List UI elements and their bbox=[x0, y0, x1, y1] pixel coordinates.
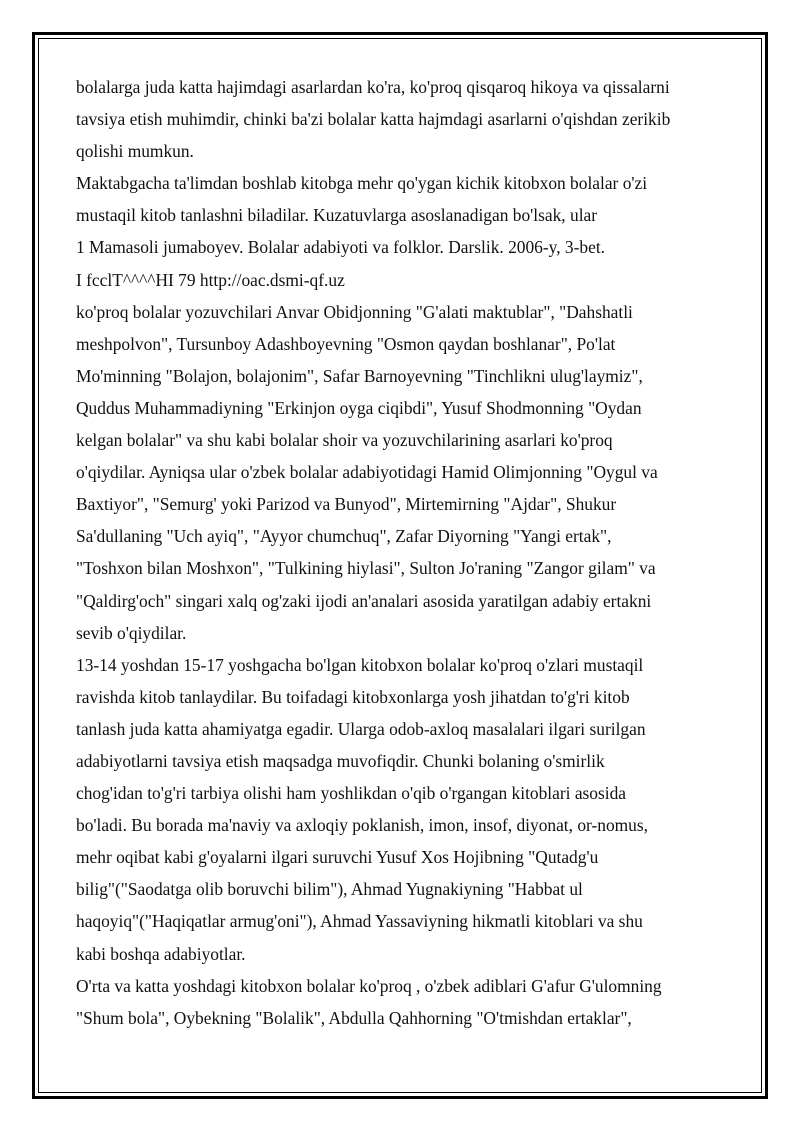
text-line: mustaqil kitob tanlashni biladilar. Kuzatuvlarga asoslanadigan bo'lsak, ular bbox=[76, 205, 598, 226]
text-line: o'qiydilar. Ayniqsa ular o'zbek bolalar adabiyotidagi Hamid Olimjonning "Oygul va bbox=[76, 462, 658, 483]
text-line: kelgan bolalar" va shu kabi bolalar shoir va yozuvchilarining asarlari ko'proq bbox=[76, 430, 613, 451]
text-line: "Qaldirg'och" singari xalq og'zaki ijodi an'analari asosida yaratilgan adabiy ertakni bbox=[76, 590, 652, 611]
document-body bbox=[76, 71, 724, 1034]
text-line: meshpolvon", Tursunboy Adashboyevning "Osmon qaydan boshlanar", Po'lat bbox=[76, 333, 616, 354]
text-line: bolalarga juda katta hajimdagi asarlardan ko'ra, ko'proq qisqaroq hikoya va qissalarni bbox=[76, 77, 670, 97]
footer-line: I fcclT^^^^HI 79 http://oac.dsmi-qf.uz bbox=[76, 269, 345, 290]
text-line: O'rta va katta yoshdagi kitobxon bolalar ko'proq , o'zbek adiblari G'afur G'ulomning bbox=[76, 975, 662, 996]
text-line: bilig"("Saodatga olib boruvchi bilim"), Ahmad Yugnakiyning "Habbat ul bbox=[76, 879, 583, 900]
text-line: mehr oqibat kabi g'oyalarni ilgari suruvchi Yusuf Xos Hojibning "Qutadg'u bbox=[76, 847, 599, 868]
text-line: Maktabgacha ta'limdan boshlab kitobga mehr qo'ygan kichik kitobxon bolalar o'zi bbox=[76, 173, 648, 194]
text-line: 13-14 yoshdan 15-17 yoshgacha bo'lgan kitobxon bolalar ko'proq o'zlari mustaqil bbox=[76, 654, 644, 675]
text-line: qolishi mumkun. bbox=[76, 141, 194, 162]
text-line: kabi boshqa adabiyotlar. bbox=[76, 943, 246, 964]
text-line: tanlash juda katta ahamiyatga egadir. Ularga odob-axloq masalalari ilgari surilgan bbox=[76, 718, 646, 739]
text-line: tavsiya etish muhimdir, chinki ba'zi bolalar katta hajmdagi asarlarni o'qishdan zerikib bbox=[76, 109, 671, 130]
footnote-line: 1 Mamasoli jumaboyev. Bolalar adabiyoti va folklor. Darslik. 2006-y, 3-bet. bbox=[76, 237, 606, 258]
text-line: Mo'minning "Bolajon, bolajonim", Safar Barnoyevning "Tinchlikni ulug'laymiz", bbox=[76, 365, 643, 386]
text-line: adabiyotlarni tavsiya etish maqsadga muvofiqdir. Chunki bolaning o'smirlik bbox=[76, 750, 605, 771]
text-line: chog'idan to'g'ri tarbiya olishi ham yoshlikdan o'qib o'rgangan kitoblari asosida bbox=[76, 783, 627, 804]
text-line: Quddus Muhammadiyning "Erkinjon oyga ciqibdi", Yusuf Shodmonning "Oydan bbox=[76, 397, 642, 418]
text-line: Sa'dullaning "Uch ayiq", "Ayyor chumchuq", Zafar Diyorning "Yangi ertak", bbox=[76, 526, 612, 547]
text-line: "Toshxon bilan Moshxon", "Tulkining hiylasi", Sulton Jo'raning "Zangor gilam" va bbox=[76, 558, 656, 579]
text-line: "Shum bola", Oybekning "Bolalik", Abdulla Qahhorning "O'tmishdan ertaklar", bbox=[76, 1007, 632, 1028]
text-line: Baxtiyor", "Semurg' yoki Parizod va Bunyod", Mirtemirning "Ajdar", Shukur bbox=[76, 494, 617, 515]
text-line: ko'proq bolalar yozuvchilari Anvar Obidjonning "G'alati maktublar", "Dahshatli bbox=[76, 301, 633, 322]
text-line: bo'ladi. Bu borada ma'naviy va axloqiy poklanish, imon, insof, diyonat, or-nomus, bbox=[76, 815, 648, 836]
text-line: haqoyiq"("Haqiqatlar armug'oni"), Ahmad Yassaviyning hikmatli kitoblari va shu bbox=[76, 911, 643, 932]
text-line: sevib o'qiydilar. bbox=[76, 622, 187, 643]
text-line: ravishda kitob tanlaydilar. Bu toifadagi kitobxonlarga yosh jihatdan to'g'ri kitob bbox=[76, 686, 630, 707]
